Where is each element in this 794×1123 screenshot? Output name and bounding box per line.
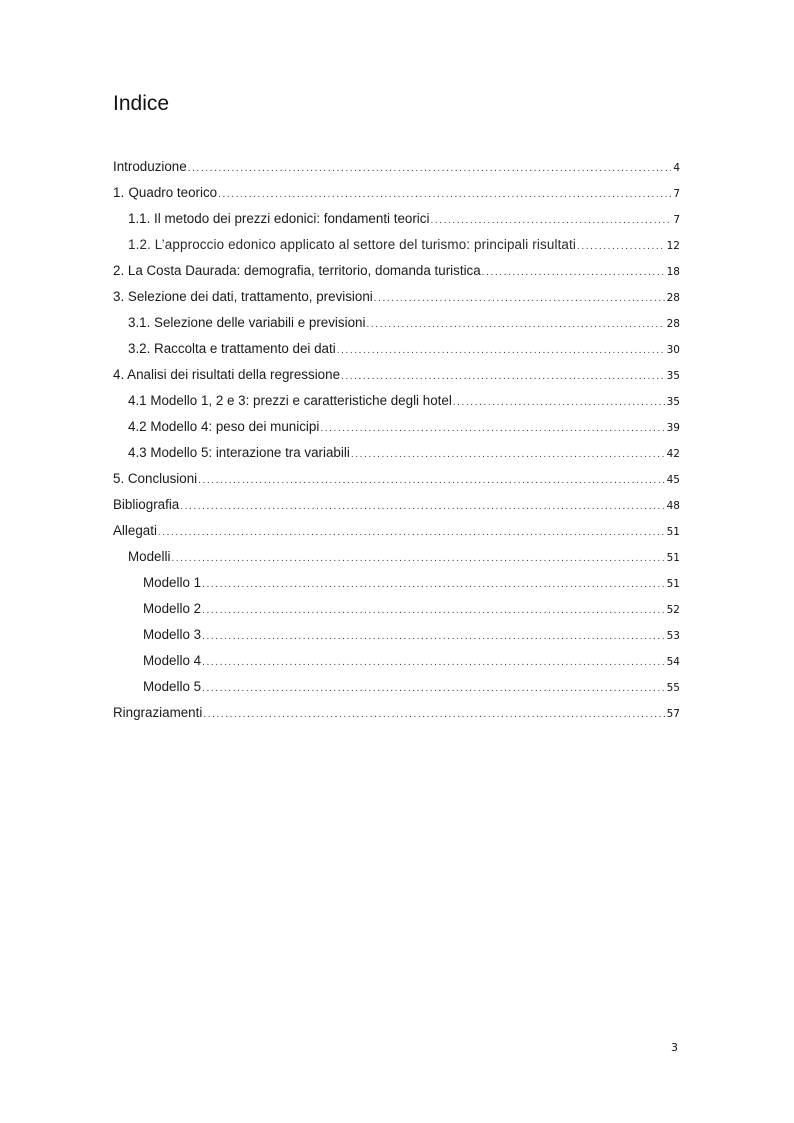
toc-entry-page: 30 xyxy=(666,344,680,356)
dot-leader xyxy=(180,494,664,520)
dot-leader xyxy=(202,572,665,598)
toc-entry-label: Modello 2 xyxy=(143,601,202,616)
toc-entry-label: 1.2. L’approccio edonico applicato al settore del turismo: principali risultati xyxy=(128,237,577,252)
toc-entry-modello-5[interactable] xyxy=(113,674,680,700)
dot-leader xyxy=(430,208,671,234)
toc-entry-label: Ringraziamenti xyxy=(113,705,203,720)
dot-leader xyxy=(202,650,665,676)
toc-entry-label: Modello 4 xyxy=(143,653,202,668)
toc-entry-label: Allegati xyxy=(113,523,157,538)
toc-entry-modello-2[interactable] xyxy=(113,596,680,622)
toc-entry-modelli[interactable] xyxy=(113,544,680,570)
toc-entry-chapter-3[interactable] xyxy=(113,284,680,310)
toc-entry-chapter-4[interactable] xyxy=(113,362,680,388)
toc-entry-page: 35 xyxy=(666,370,680,382)
toc-entry-page: 53 xyxy=(666,630,680,642)
dot-leader xyxy=(482,260,665,286)
toc-entry-label: 3. Selezione dei dati, trattamento, previsioni xyxy=(113,289,373,304)
dot-leader xyxy=(218,182,671,208)
toc-entry-bibliografia[interactable] xyxy=(113,492,680,518)
dot-leader xyxy=(366,312,664,338)
toc-entry-label: 4.2 Modello 4: peso dei municipi xyxy=(128,419,320,434)
dot-leader xyxy=(320,416,664,442)
toc-entry-1-2[interactable] xyxy=(113,232,680,258)
dot-leader xyxy=(577,234,665,260)
dot-leader xyxy=(171,546,664,572)
toc-entry-page: 35 xyxy=(666,396,680,408)
toc-entry-ringraziamenti[interactable] xyxy=(113,700,680,726)
toc-entry-modello-4[interactable] xyxy=(113,648,680,674)
toc-entry-label: Quadro teorico xyxy=(128,185,218,200)
toc-entry-label: 5. Conclusioni xyxy=(113,471,198,486)
toc-entry-chapter-2[interactable] xyxy=(113,258,680,284)
toc-entry-chapter-5[interactable] xyxy=(113,466,680,492)
toc-entry-label: 4.1 Modello 1, 2 e 3: prezzi e caratteristiche degli hotel xyxy=(128,393,452,408)
toc-entry-page: 45 xyxy=(666,474,680,486)
dot-leader xyxy=(453,390,665,416)
dot-leader xyxy=(202,598,665,624)
toc-entry-label: Modello 3 xyxy=(143,627,202,642)
toc-entry-label: 4. Analisi dei risultati della regressione xyxy=(113,367,341,382)
dot-leader xyxy=(341,364,665,390)
toc-entry-allegati[interactable] xyxy=(113,518,680,544)
toc-entry-page: 55 xyxy=(666,682,680,694)
dot-leader xyxy=(158,520,665,546)
dot-leader xyxy=(202,676,665,702)
toc-entry-label: Modello 5 xyxy=(143,679,202,694)
toc-entry-page: 52 xyxy=(666,604,680,616)
toc-entry-page: 57 xyxy=(666,708,680,720)
toc-entry-label: Modello 1 xyxy=(143,575,202,590)
toc-entry-page: 42 xyxy=(666,448,680,460)
toc-entry-page: 12 xyxy=(666,240,680,252)
toc-entry-3-2[interactable] xyxy=(113,336,680,362)
toc-entry-4-3[interactable] xyxy=(113,440,680,466)
toc-entry-number: 1. xyxy=(113,185,125,200)
dot-leader xyxy=(374,286,665,312)
table-of-contents xyxy=(113,154,680,726)
toc-entry-page: 51 xyxy=(666,526,680,538)
toc-entry-label: Modelli xyxy=(128,549,171,564)
toc-entry-4-2[interactable] xyxy=(113,414,680,440)
toc-entry-label: Introduzione xyxy=(113,159,187,174)
toc-entry-page: 7 xyxy=(673,214,680,226)
toc-entry-page: 7 xyxy=(673,188,680,200)
toc-entry-label: 4.3 Modello 5: interazione tra variabili xyxy=(128,445,350,460)
dot-leader xyxy=(351,442,665,468)
toc-entry-modello-1[interactable] xyxy=(113,570,680,596)
toc-entry-page: 28 xyxy=(666,318,680,330)
dot-leader xyxy=(202,624,665,650)
toc-entry-quadro-teorico[interactable] xyxy=(113,180,680,206)
toc-entry-label: 1.1. Il metodo dei prezzi edonici: fondamenti teorici xyxy=(128,211,430,226)
dot-leader xyxy=(198,468,665,494)
toc-entry-modello-3[interactable] xyxy=(113,622,680,648)
toc-entry-label: 3.2. Raccolta e trattamento dei dati xyxy=(128,341,336,356)
page-number: 3 xyxy=(671,1041,678,1054)
dot-leader xyxy=(203,702,664,728)
toc-entry-page: 51 xyxy=(666,578,680,590)
toc-entry-page: 54 xyxy=(666,656,680,668)
toc-entry-page: 28 xyxy=(666,292,680,304)
dot-leader xyxy=(337,338,665,364)
toc-entry-label: 2. La Costa Daurada: demografia, territorio, domanda turistica xyxy=(113,263,481,278)
toc-entry-page: 39 xyxy=(666,422,680,434)
toc-entry-introduzione[interactable] xyxy=(113,154,680,180)
toc-entry-3-1[interactable] xyxy=(113,310,680,336)
toc-entry-label: 3.1. Selezione delle variabili e previsioni xyxy=(128,315,366,330)
dot-leader xyxy=(188,156,671,182)
page-title: Indice xyxy=(113,92,170,115)
toc-entry-page: 4 xyxy=(673,162,680,174)
toc-entry-label: Bibliografia xyxy=(113,497,180,512)
toc-entry-page: 18 xyxy=(666,266,680,278)
toc-entry-4-1[interactable] xyxy=(113,388,680,414)
toc-entry-1-1[interactable] xyxy=(113,206,680,232)
toc-entry-page: 48 xyxy=(666,500,680,512)
toc-entry-page: 51 xyxy=(666,552,680,564)
